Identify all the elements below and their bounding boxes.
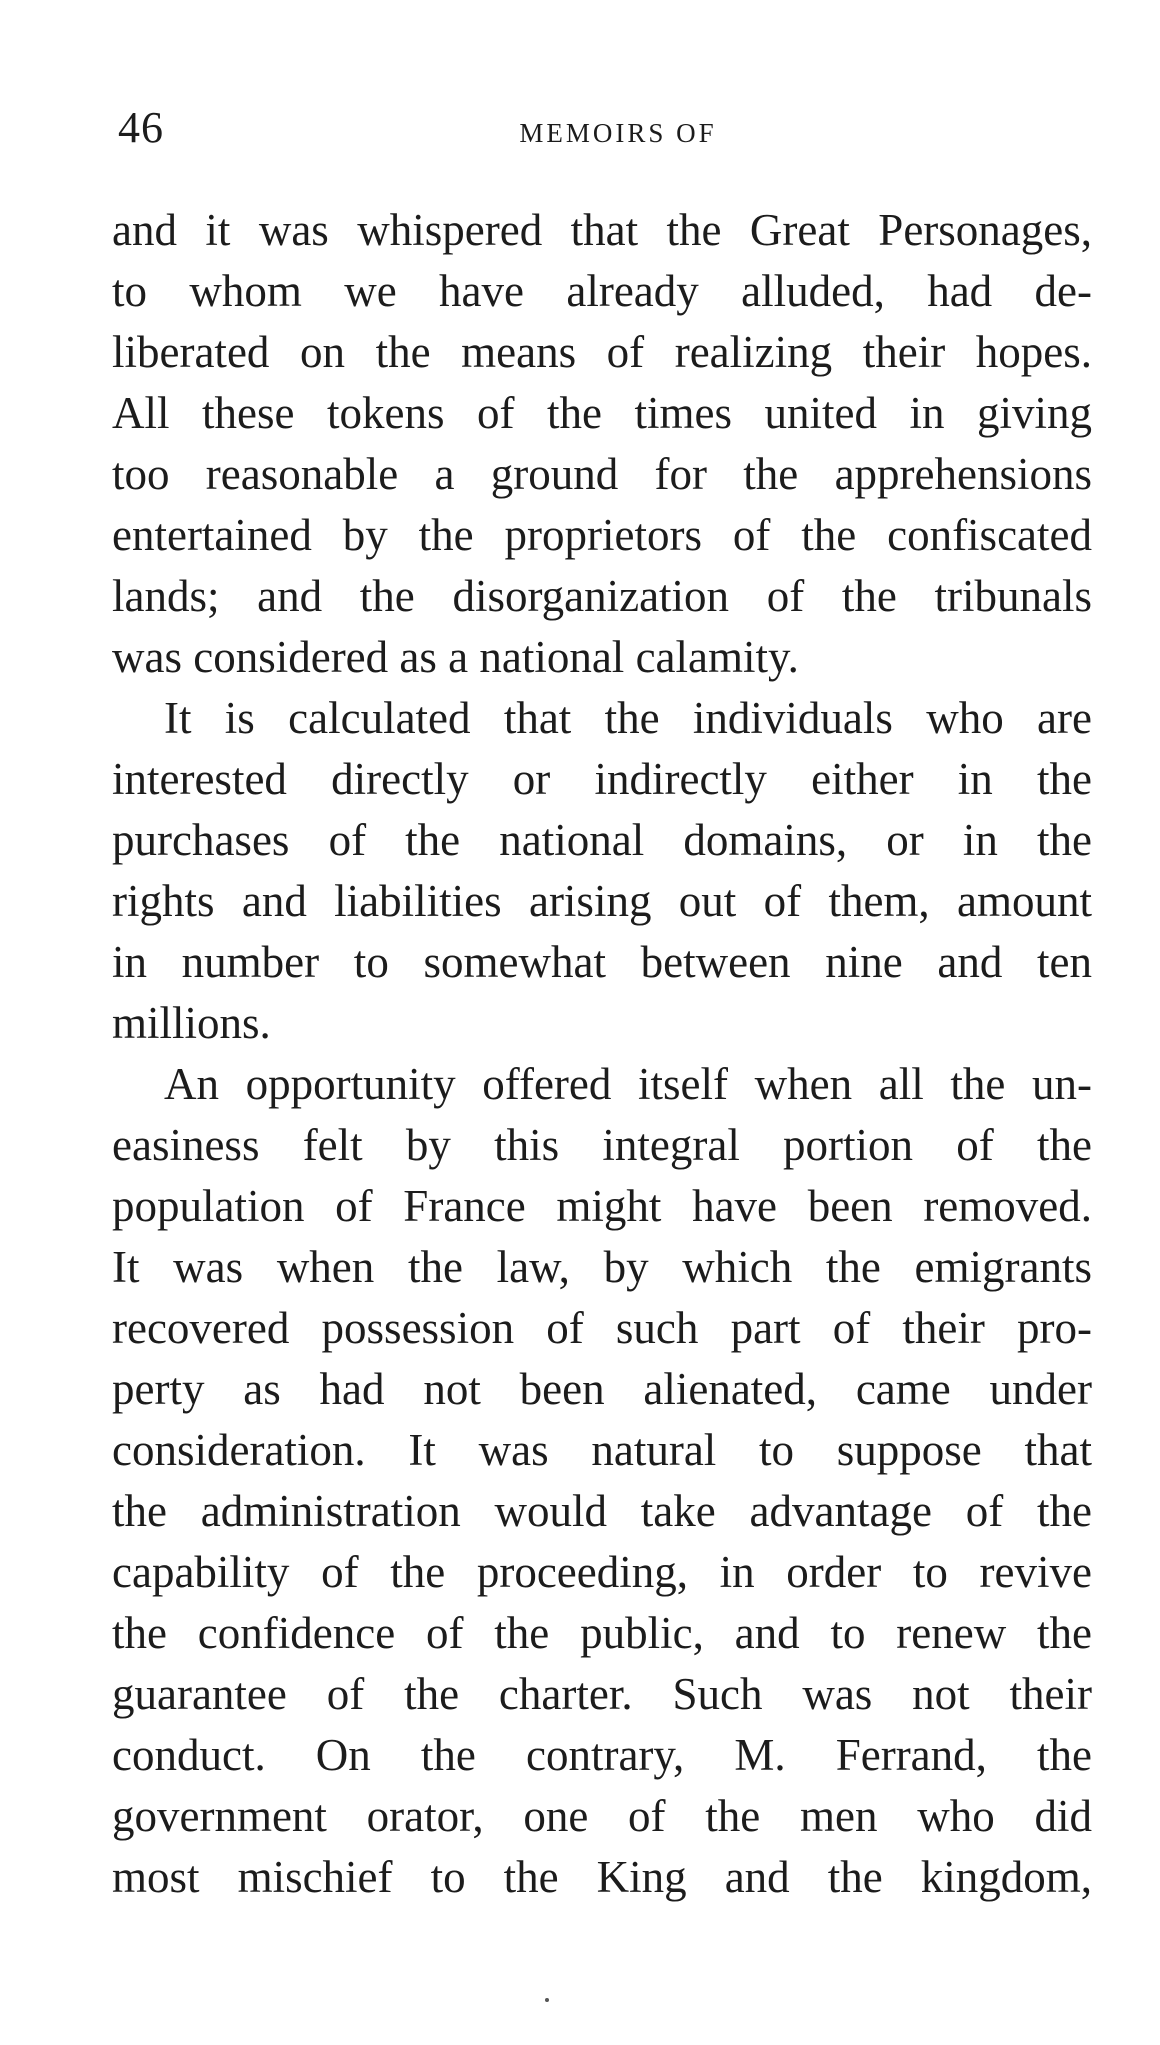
text-line: population of France might have been removed. xyxy=(112,1181,1092,1231)
text-line: government orator, one of the men who did xyxy=(112,1791,1092,1841)
text-line: interested directly or indirectly either in the xyxy=(112,754,1092,804)
text-line: It is calculated that the individuals who are xyxy=(164,693,1092,743)
text-line: conduct. On the contrary, M. Ferrand, the xyxy=(112,1730,1092,1780)
text-line: liberated on the means of realizing their hopes. xyxy=(112,327,1092,377)
text-line: in number to somewhat between nine and ten xyxy=(112,937,1092,987)
text-line: An opportunity offered itself when all the un- xyxy=(164,1059,1092,1109)
text-line: most mischief to the King and the kingdom, xyxy=(112,1852,1092,1902)
running-title: MEMOIRS OF xyxy=(519,118,717,148)
text-line: guarantee of the charter. Such was not their xyxy=(112,1669,1092,1719)
text-line: All these tokens of the times united in giving xyxy=(112,388,1092,438)
text-line: too reasonable a ground for the apprehensions xyxy=(112,449,1092,499)
printer-mark xyxy=(545,1998,549,2002)
paragraph-1 xyxy=(112,200,1092,688)
text-line: purchases of the national domains, or in the xyxy=(112,815,1092,865)
text-line: perty as had not been alienated, came under xyxy=(112,1364,1092,1414)
text-line: the confidence of the public, and to renew the xyxy=(112,1608,1092,1658)
text-line: consideration. It was natural to suppose that xyxy=(112,1425,1092,1475)
running-head xyxy=(118,102,1098,162)
paragraph-3 xyxy=(112,1054,1092,1908)
text-line: was considered as a national calamity. xyxy=(112,632,799,682)
text-line: capability of the proceeding, in order to revive xyxy=(112,1547,1092,1597)
text-line: to whom we have already alluded, had de- xyxy=(112,266,1092,316)
text-line: recovered possession of such part of their pro- xyxy=(112,1303,1092,1353)
page-number: 46 xyxy=(118,103,164,152)
text-line: easiness felt by this integral portion of the xyxy=(112,1120,1092,1170)
text-line: entertained by the proprietors of the confiscated xyxy=(112,510,1092,560)
text-line: rights and liabilities arising out of them, amount xyxy=(112,876,1092,926)
paragraph-2 xyxy=(112,688,1092,1054)
body-text xyxy=(112,200,1092,1908)
text-line: lands; and the disorganization of the tribunals xyxy=(112,571,1092,621)
text-line: It was when the law, by which the emigrants xyxy=(112,1242,1092,1292)
text-line: and it was whispered that the Great Personages, xyxy=(112,205,1092,255)
text-line: millions. xyxy=(112,998,271,1048)
text-line: the administration would take advantage of the xyxy=(112,1486,1092,1536)
